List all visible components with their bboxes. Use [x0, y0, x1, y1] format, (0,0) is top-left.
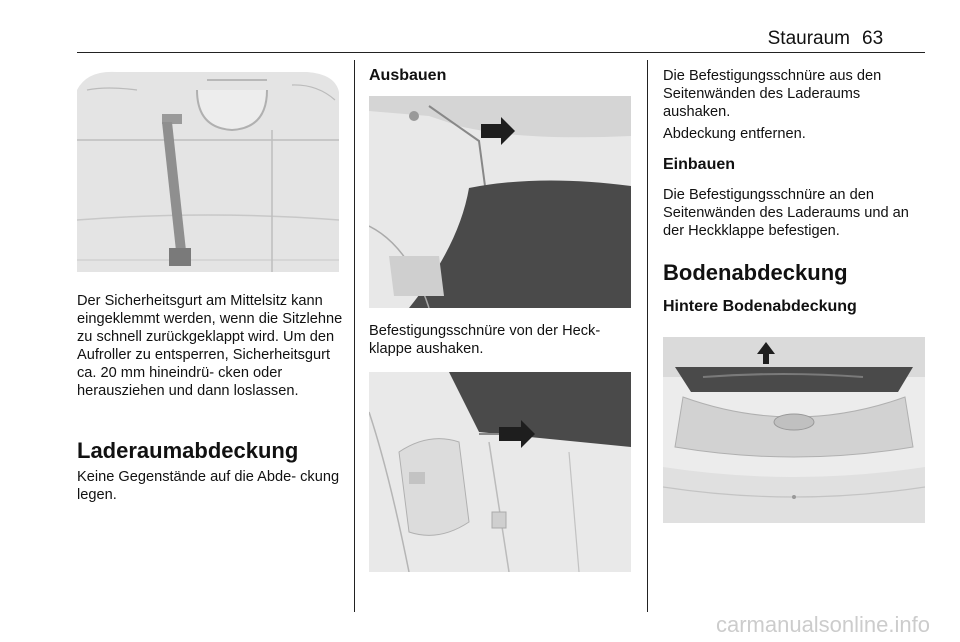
heading-laderaumabdeckung: Laderaumabdeckung	[77, 438, 299, 463]
heading-bodenabdeckung: Bodenabdeckung	[663, 260, 848, 285]
header-divider	[77, 52, 925, 53]
column-divider-left	[354, 60, 355, 612]
cover-warning-paragraph: Keine Gegenstände auf die Abde‐ ckung legen.	[77, 469, 340, 503]
unhook-sidewall-paragraph: Die Befestigungsschnüre aus den Seitenwänden des Laderaums aushaken.	[663, 68, 882, 120]
column-divider-right	[647, 60, 648, 612]
heading-einbauen: Einbauen	[663, 156, 736, 173]
rear-floor-cover-illustration	[663, 337, 925, 523]
page-number: 63	[862, 28, 884, 49]
caption-unhook-tailgate: Befestigungsschnüre von der Heck‐ klappe aushaken.	[369, 323, 601, 357]
install-cords-paragraph: Die Befestigungsschnüre an den Seitenwänden des Laderaums und an der Heckklappe befestigen.	[663, 187, 909, 239]
remove-cover-paragraph: Abdeckung entfernen.	[663, 126, 806, 142]
rear-seat-belt-illustration	[77, 70, 339, 272]
watermark: carmanualsonline.info	[715, 612, 930, 637]
section-title: Stauraum	[767, 28, 850, 49]
tailgate-cords-illustration	[369, 96, 631, 308]
side-wall-cords-illustration	[369, 372, 631, 572]
seat-belt-paragraph: Der Sicherheitsgurt am Mittelsitz kann eingeklemmt werden, wenn die Sitzlehne zu schnell zurückgeklappt wird. Um den Aufroller zu entsperren, Sicherheitsgurt ca. 20 mm hineindrü‐ cken oder herausziehen und dann loslassen.	[77, 293, 343, 399]
heading-ausbauen: Ausbauen	[369, 67, 447, 84]
heading-hintere-bodenabdeckung: Hintere Bodenabdeckung	[663, 298, 857, 315]
